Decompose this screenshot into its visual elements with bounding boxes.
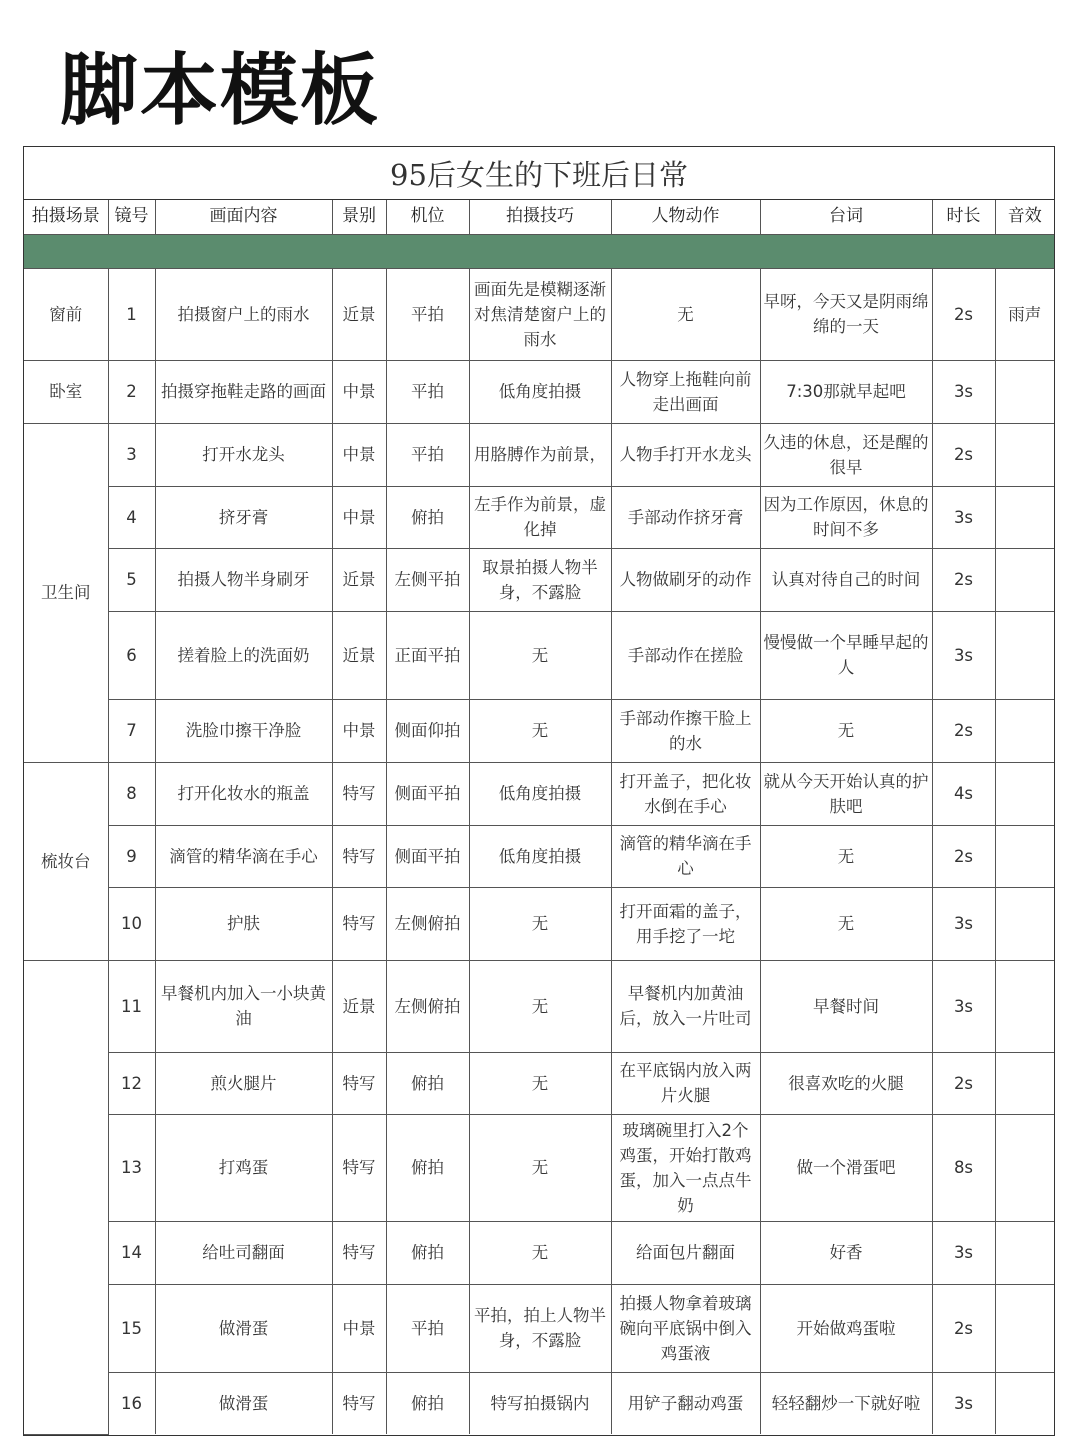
cell-action: 人物穿上拖鞋向前走出画面	[611, 360, 760, 423]
cell-line: 无	[760, 699, 932, 762]
table-row	[24, 1052, 1054, 1114]
table-row	[24, 960, 1054, 1052]
cell-shot-size: 近景	[332, 268, 386, 360]
cell-duration: 2s	[932, 423, 995, 486]
cell-content: 做滑蛋	[155, 1372, 332, 1434]
cell-technique: 无	[469, 699, 611, 762]
cell-line: 无	[760, 887, 932, 960]
cell-content: 挤牙膏	[155, 486, 332, 548]
cell-duration: 2s	[932, 1284, 995, 1372]
header-line: 台词	[760, 200, 932, 234]
cell-shot-size: 特写	[332, 1052, 386, 1114]
cell-shot-number: 12	[108, 1052, 155, 1114]
cell-camera-angle: 俯拍	[386, 486, 469, 548]
cell-action: 在平底锅内放入两片火腿	[611, 1052, 760, 1114]
cell-scene: 卧室	[24, 360, 108, 423]
cell-action: 打开盖子，把化妆水倒在手心	[611, 762, 760, 825]
cell-action: 手部动作在搓脸	[611, 611, 760, 699]
cell-shot-size: 中景	[332, 486, 386, 548]
header-shot-number: 镜号	[108, 200, 155, 234]
cell-camera-angle: 俯拍	[386, 1221, 469, 1284]
cell-content: 给吐司翻面	[155, 1221, 332, 1284]
cell-shot-size: 特写	[332, 762, 386, 825]
cell-camera-angle: 平拍	[386, 1284, 469, 1372]
cell-line: 因为工作原因，休息的时间不多	[760, 486, 932, 548]
cell-action: 手部动作擦干脸上的水	[611, 699, 760, 762]
cell-camera-angle: 正面平拍	[386, 611, 469, 699]
cell-action: 用铲子翻动鸡蛋	[611, 1372, 760, 1434]
cell-line: 慢慢做一个早睡早起的人	[760, 611, 932, 699]
cell-scene	[24, 960, 108, 1434]
cell-shot-number: 9	[108, 825, 155, 887]
cell-shot-number: 7	[108, 699, 155, 762]
cell-action: 打开面霜的盖子，用手挖了一坨	[611, 887, 760, 960]
table-row	[24, 1221, 1054, 1284]
cell-sound	[995, 762, 1054, 825]
cell-shot-size: 特写	[332, 887, 386, 960]
cell-technique: 取景拍摄人物半身，不露脸	[469, 548, 611, 611]
cell-content: 拍摄人物半身刷牙	[155, 548, 332, 611]
cell-content: 打开水龙头	[155, 423, 332, 486]
cell-camera-angle: 平拍	[386, 360, 469, 423]
header-content: 画面内容	[155, 200, 332, 234]
table-row	[24, 360, 1054, 423]
table-row	[24, 825, 1054, 887]
cell-line: 轻轻翻炒一下就好啦	[760, 1372, 932, 1434]
cell-action: 手部动作挤牙膏	[611, 486, 760, 548]
cell-technique: 无	[469, 1052, 611, 1114]
cell-camera-angle: 左侧平拍	[386, 548, 469, 611]
cell-content: 煎火腿片	[155, 1052, 332, 1114]
cell-duration: 8s	[932, 1114, 995, 1221]
cell-sound	[995, 486, 1054, 548]
cell-duration: 4s	[932, 762, 995, 825]
cell-camera-angle: 侧面平拍	[386, 825, 469, 887]
cell-camera-angle: 俯拍	[386, 1114, 469, 1221]
table-row	[24, 762, 1054, 825]
cell-sound	[995, 423, 1054, 486]
cell-shot-number: 5	[108, 548, 155, 611]
cell-line: 开始做鸡蛋啦	[760, 1284, 932, 1372]
cell-sound	[995, 360, 1054, 423]
cell-shot-number: 6	[108, 611, 155, 699]
cell-shot-size: 中景	[332, 699, 386, 762]
cell-content: 打开化妆水的瓶盖	[155, 762, 332, 825]
cell-content: 护肤	[155, 887, 332, 960]
cell-duration: 2s	[932, 1052, 995, 1114]
cell-scene: 窗前	[24, 268, 108, 360]
cell-shot-size: 特写	[332, 1114, 386, 1221]
cell-technique: 左手作为前景，虚化掉	[469, 486, 611, 548]
table-row	[24, 887, 1054, 960]
cell-technique: 无	[469, 1114, 611, 1221]
cell-technique: 低角度拍摄	[469, 825, 611, 887]
table-row	[24, 1284, 1054, 1372]
cell-shot-size: 特写	[332, 1221, 386, 1284]
cell-shot-size: 中景	[332, 1284, 386, 1372]
cell-sound	[995, 699, 1054, 762]
header-shot-size: 景别	[332, 200, 386, 234]
cell-technique: 用胳膊作为前景，	[469, 423, 611, 486]
cell-technique: 特写拍摄锅内	[469, 1372, 611, 1434]
cell-technique: 无	[469, 887, 611, 960]
cell-sound	[995, 825, 1054, 887]
cell-shot-size: 特写	[332, 1372, 386, 1434]
table-body	[24, 268, 1054, 1434]
cell-shot-size: 近景	[332, 611, 386, 699]
cell-shot-number: 15	[108, 1284, 155, 1372]
cell-sound	[995, 1052, 1054, 1114]
cell-technique: 画面先是模糊逐渐对焦清楚窗户上的雨水	[469, 268, 611, 360]
cell-line: 做一个滑蛋吧	[760, 1114, 932, 1221]
cell-shot-number: 13	[108, 1114, 155, 1221]
cell-shot-number: 2	[108, 360, 155, 423]
cell-scene: 卫生间	[24, 423, 108, 762]
cell-line: 就从今天开始认真的护肤吧	[760, 762, 932, 825]
script-table	[24, 200, 1054, 1435]
cell-shot-number: 8	[108, 762, 155, 825]
cell-sound: 雨声	[995, 268, 1054, 360]
table-title: 95后女生的下班后日常	[24, 147, 1054, 200]
cell-content: 打鸡蛋	[155, 1114, 332, 1221]
cell-sound	[995, 1221, 1054, 1284]
cell-action: 玻璃碗里打入2个鸡蛋，开始打散鸡蛋，加入一点点牛奶	[611, 1114, 760, 1221]
page-title: 脚本模板	[60, 46, 381, 136]
cell-camera-angle: 俯拍	[386, 1372, 469, 1434]
cell-duration: 3s	[932, 1372, 995, 1434]
cell-action: 无	[611, 268, 760, 360]
cell-shot-size: 特写	[332, 825, 386, 887]
cell-line: 无	[760, 825, 932, 887]
cell-action: 人物做刷牙的动作	[611, 548, 760, 611]
header-row	[24, 200, 1054, 234]
header-technique: 拍摄技巧	[469, 200, 611, 234]
cell-action: 滴管的精华滴在手心	[611, 825, 760, 887]
header-sound: 音效	[995, 200, 1054, 234]
cell-shot-number: 11	[108, 960, 155, 1052]
cell-shot-size: 近景	[332, 548, 386, 611]
cell-line: 7:30那就早起吧	[760, 360, 932, 423]
cell-content: 早餐机内加入一小块黄油	[155, 960, 332, 1052]
cell-sound	[995, 548, 1054, 611]
table-row	[24, 611, 1054, 699]
cell-content: 洗脸巾擦干净脸	[155, 699, 332, 762]
cell-shot-number: 14	[108, 1221, 155, 1284]
cell-sound	[995, 1284, 1054, 1372]
cell-content: 拍摄穿拖鞋走路的画面	[155, 360, 332, 423]
table-row	[24, 268, 1054, 360]
cell-shot-number: 4	[108, 486, 155, 548]
cell-shot-size: 中景	[332, 423, 386, 486]
cell-technique: 无	[469, 960, 611, 1052]
script-table-sheet	[23, 146, 1055, 1436]
cell-shot-number: 10	[108, 887, 155, 960]
header-action: 人物动作	[611, 200, 760, 234]
cell-sound	[995, 611, 1054, 699]
header-camera-angle: 机位	[386, 200, 469, 234]
cell-camera-angle: 平拍	[386, 268, 469, 360]
cell-line: 好香	[760, 1221, 932, 1284]
cell-camera-angle: 左侧俯拍	[386, 960, 469, 1052]
cell-sound	[995, 1114, 1054, 1221]
cell-content: 搓着脸上的洗面奶	[155, 611, 332, 699]
cell-duration: 3s	[932, 960, 995, 1052]
cell-duration: 2s	[932, 268, 995, 360]
cell-line: 认真对待自己的时间	[760, 548, 932, 611]
table-row	[24, 548, 1054, 611]
cell-action: 拍摄人物拿着玻璃碗向平底锅中倒入鸡蛋液	[611, 1284, 760, 1372]
cell-line: 很喜欢吃的火腿	[760, 1052, 932, 1114]
cell-sound	[995, 1372, 1054, 1434]
cell-content: 拍摄窗户上的雨水	[155, 268, 332, 360]
cell-duration: 3s	[932, 1221, 995, 1284]
cell-camera-angle: 左侧俯拍	[386, 887, 469, 960]
cell-duration: 3s	[932, 611, 995, 699]
cell-shot-size: 近景	[332, 960, 386, 1052]
table-row	[24, 1372, 1054, 1434]
cell-shot-number: 3	[108, 423, 155, 486]
cell-camera-angle: 侧面平拍	[386, 762, 469, 825]
table-row	[24, 1114, 1054, 1221]
cell-shot-number: 16	[108, 1372, 155, 1434]
cell-line: 久违的休息，还是醒的很早	[760, 423, 932, 486]
cell-technique: 低角度拍摄	[469, 360, 611, 423]
cell-duration: 2s	[932, 699, 995, 762]
cell-camera-angle: 侧面仰拍	[386, 699, 469, 762]
cell-technique: 平拍，拍上人物半身，不露脸	[469, 1284, 611, 1372]
cell-sound	[995, 887, 1054, 960]
cell-action: 人物手打开水龙头	[611, 423, 760, 486]
cell-scene: 梳妆台	[24, 762, 108, 960]
cell-technique: 低角度拍摄	[469, 762, 611, 825]
cell-line: 早餐时间	[760, 960, 932, 1052]
cell-sound	[995, 960, 1054, 1052]
header-divider	[24, 234, 1054, 268]
cell-line: 早呀，今天又是阴雨绵绵的一天	[760, 268, 932, 360]
header-duration: 时长	[932, 200, 995, 234]
cell-shot-size: 中景	[332, 360, 386, 423]
cell-camera-angle: 平拍	[386, 423, 469, 486]
header-scene: 拍摄场景	[24, 200, 108, 234]
cell-technique: 无	[469, 1221, 611, 1284]
cell-action: 给面包片翻面	[611, 1221, 760, 1284]
cell-duration: 2s	[932, 825, 995, 887]
cell-duration: 3s	[932, 887, 995, 960]
cell-duration: 3s	[932, 486, 995, 548]
table-row	[24, 486, 1054, 548]
cell-content: 做滑蛋	[155, 1284, 332, 1372]
table-row	[24, 699, 1054, 762]
cell-shot-number: 1	[108, 268, 155, 360]
cell-duration: 2s	[932, 548, 995, 611]
cell-duration: 3s	[932, 360, 995, 423]
cell-action: 早餐机内加黄油后，放入一片吐司	[611, 960, 760, 1052]
cell-technique: 无	[469, 611, 611, 699]
table-row	[24, 423, 1054, 486]
cell-content: 滴管的精华滴在手心	[155, 825, 332, 887]
cell-camera-angle: 俯拍	[386, 1052, 469, 1114]
